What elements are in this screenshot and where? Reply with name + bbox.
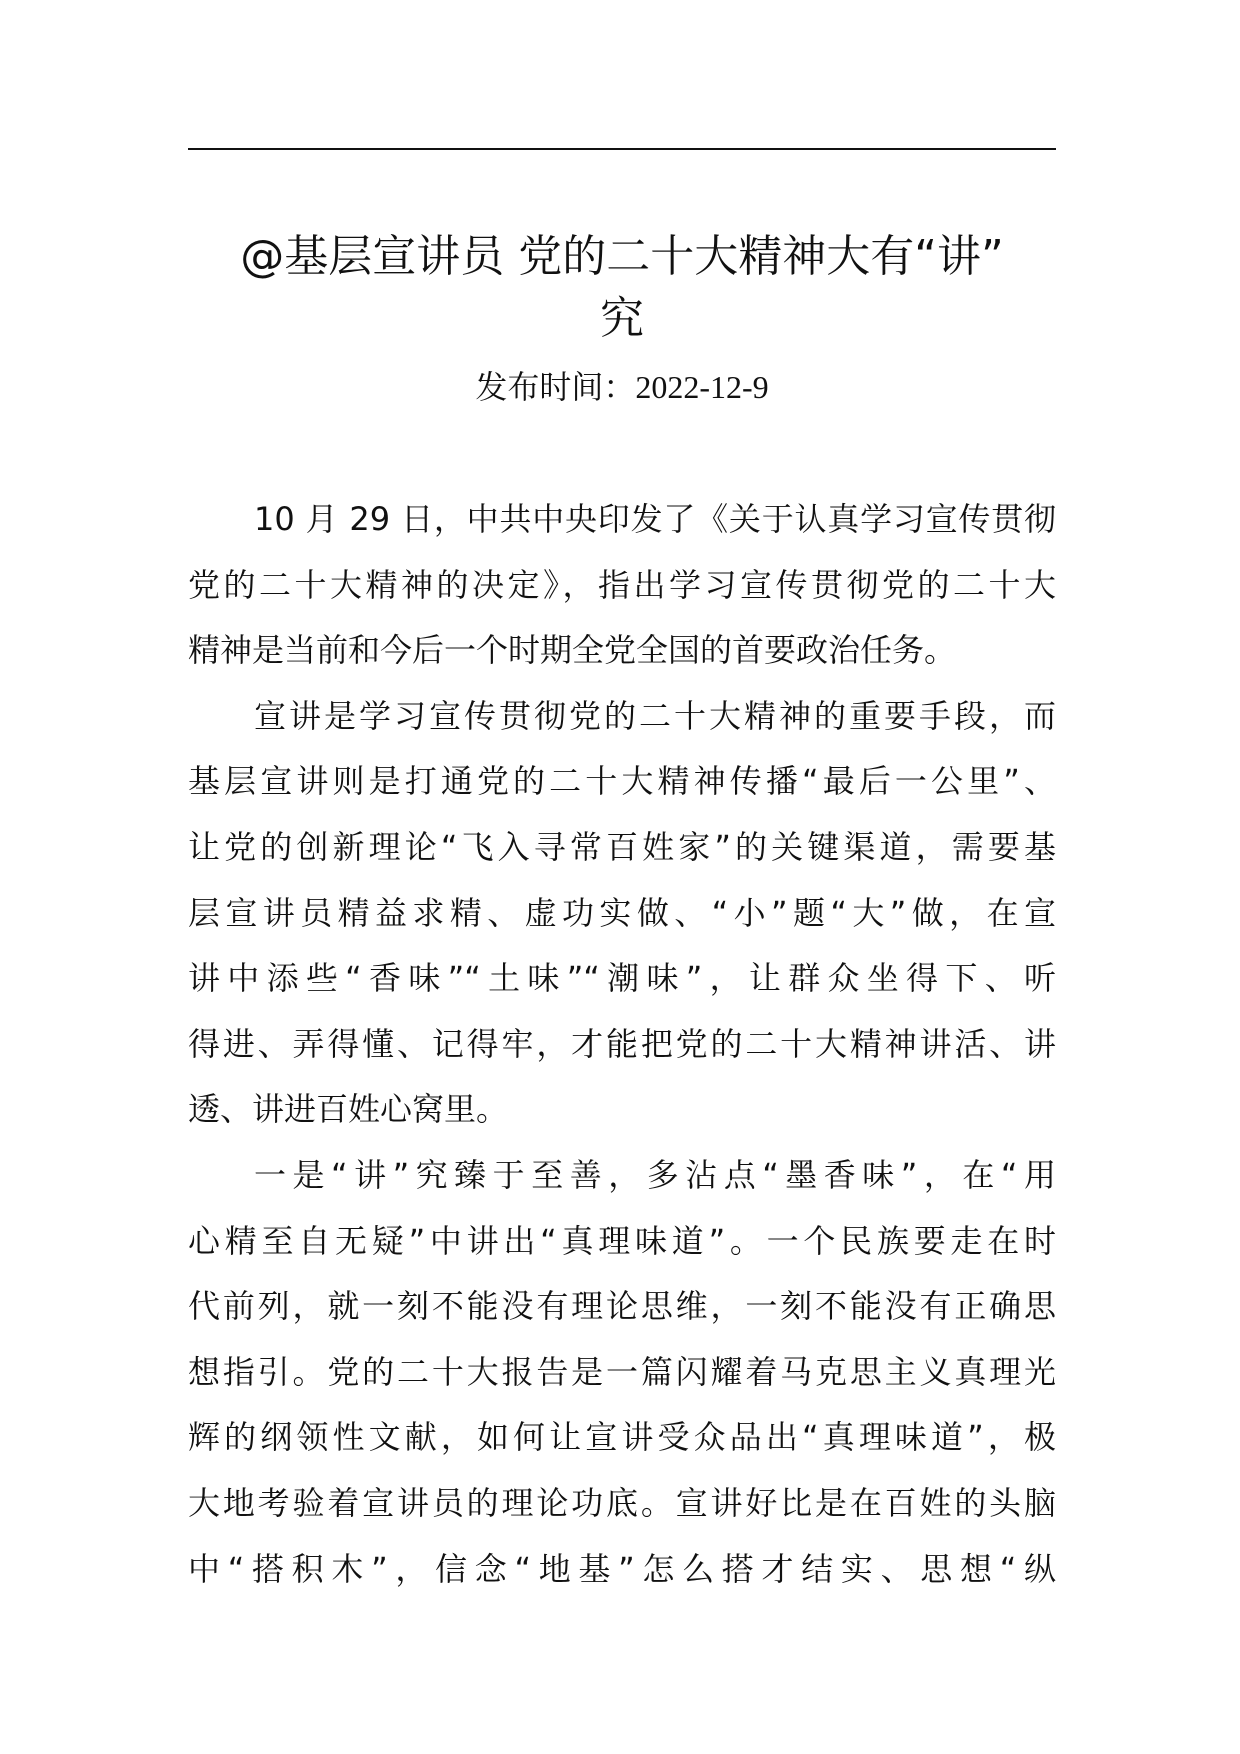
paragraph-line: 一是“讲”究臻于至善，多沾点“墨香味”，在“用 [254,1155,1056,1194]
paragraph-line: 精神是当前和今后一个时期全党全国的首要政治任务。 [188,631,957,670]
header-rule [188,148,1056,150]
paragraph-line: 得进、弄得懂、记得牢，才能把党的二十大精神讲活、讲 [188,1024,1056,1063]
article-body [188,487,1056,1602]
paragraph-line: 基层宣讲则是打通党的二十大精神传播“最后一公里”、 [188,762,1056,801]
paragraph-line: 层宣讲员精益求精、虚功实做、“小”题“大”做，在宣 [188,893,1056,932]
paragraph [188,487,1056,684]
paragraph [188,1143,1056,1602]
title-line: @基层宣讲员 党的二十大精神大有“讲” [240,231,1004,282]
paragraph-line: 辉的纲领性文献，如何让宣讲受众品出“真理味道”，极 [188,1418,1056,1457]
paragraph [188,684,1056,1143]
publish-date [188,366,1056,408]
paragraph-line: 讲中添些“香味”“土味”“潮味”，让群众坐得下、听 [188,959,1056,998]
publish-date-label: 发布时间： [475,368,636,406]
paragraph-line: 大地考验着宣讲员的理论功底。宣讲好比是在百姓的头脑 [188,1483,1056,1522]
paragraph-line: 代前列，就一刻不能没有理论思维，一刻不能没有正确思 [188,1287,1056,1326]
paragraph-line: 透、讲进百姓心窝里。 [188,1090,509,1129]
paragraph-line: 10 月 29 日，中共中央印发了《关于认真学习宣传贯彻 [254,500,1056,538]
paragraph-line: 心精至自无疑”中讲出“真理味道”。一个民族要走在时 [188,1221,1056,1260]
paragraph-line: 党的二十大精神的决定》，指出学习宣传贯彻党的二十大 [188,565,1056,604]
publish-date-value: 2022-12-9 [635,369,769,405]
paragraph-line: 宣讲是学习宣传贯彻党的二十大精神的重要手段，而 [254,696,1056,735]
title-line: 究 [600,293,644,344]
paragraph-line: 想指引。党的二十大报告是一篇闪耀着马克思主义真理光 [188,1352,1056,1391]
paragraph-line: 让党的创新理论“飞入寻常百姓家”的关键渠道，需要基 [188,827,1056,866]
paragraph-line: 中“搭积木”，信念“地基”怎么搭才结实、思想“纵 [188,1549,1056,1588]
page-title [188,226,1056,350]
